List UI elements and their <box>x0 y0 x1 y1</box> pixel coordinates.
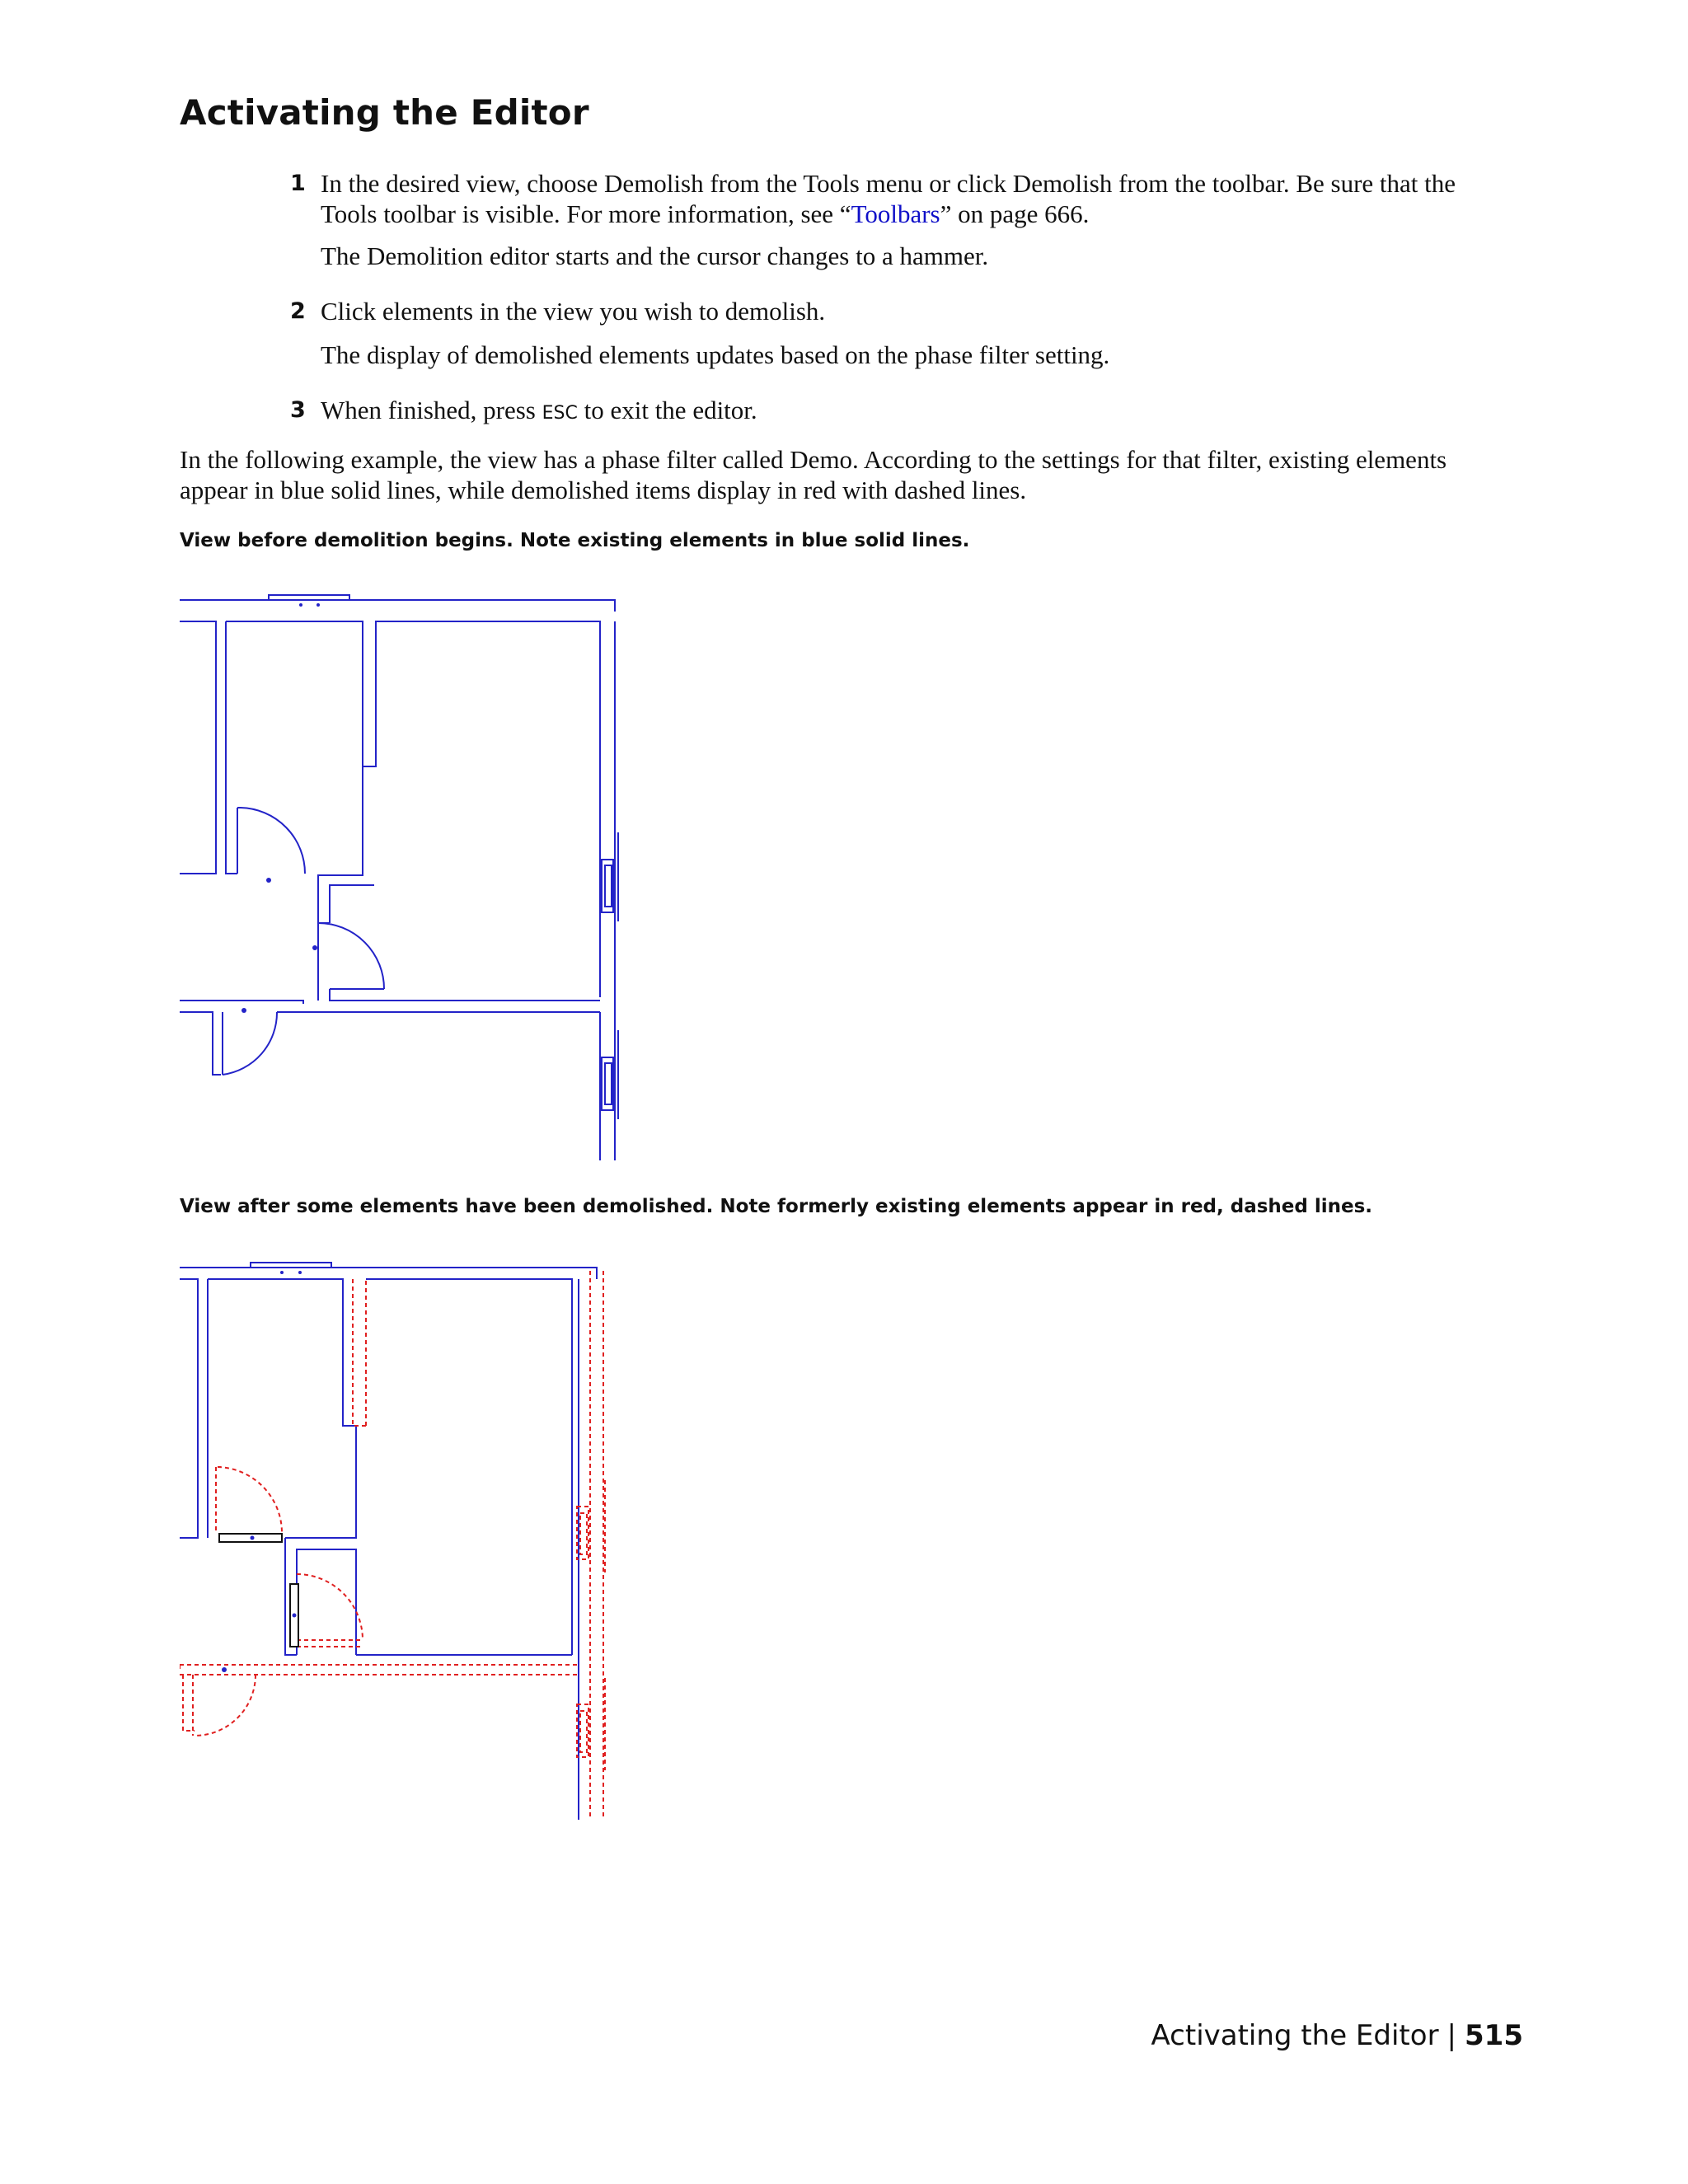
esc-key: ESC <box>542 403 578 424</box>
figure-2-caption: View after some elements have been demolished. Note formerly existing elements appear in red, dashed lines. <box>180 1196 1373 1217</box>
figure-1-caption: View before demolition begins. Note existing elements in blue solid lines. <box>180 530 970 551</box>
step-2 <box>290 296 1510 326</box>
step-text: When finished, press ESC to exit the editor. <box>321 396 757 424</box>
floor-plan-before <box>180 592 625 1160</box>
page-number: 515 <box>1465 2019 1523 2052</box>
page-footer <box>1151 2019 1523 2052</box>
step-2-result: The display of demolished elements updates based on the phase filter setting. <box>321 340 1110 369</box>
intro-paragraph: In the following example, the view has a phase filter called Demo. According to the settings for that filter, existing elements appear in blue solid lines, while demolished items display in red with dashed lines. <box>180 445 1447 504</box>
step-number: 1 <box>290 171 306 196</box>
footer-section-title: Activating the Editor <box>1151 2019 1439 2052</box>
footer-divider: | <box>1447 2019 1457 2052</box>
step-1 <box>290 168 1510 229</box>
step-3 <box>290 395 1510 429</box>
step-number: 2 <box>290 298 306 324</box>
step-text: In the desired view, choose Demolish from the Tools menu or click Demolish from the toolbar. Be sure that the Tools toolbar is visible. For more information, see “Toolbars” on page 666. <box>321 169 1456 228</box>
section-heading: Activating the Editor <box>180 92 589 133</box>
toolbars-link[interactable]: Toolbars <box>851 199 940 228</box>
step-1-result: The Demolition editor starts and the cursor changes to a hammer. <box>321 241 989 270</box>
step-text: Click elements in the view you wish to demolish. <box>321 297 826 326</box>
step-number: 3 <box>290 397 306 423</box>
floor-plan-after <box>180 1259 608 1820</box>
